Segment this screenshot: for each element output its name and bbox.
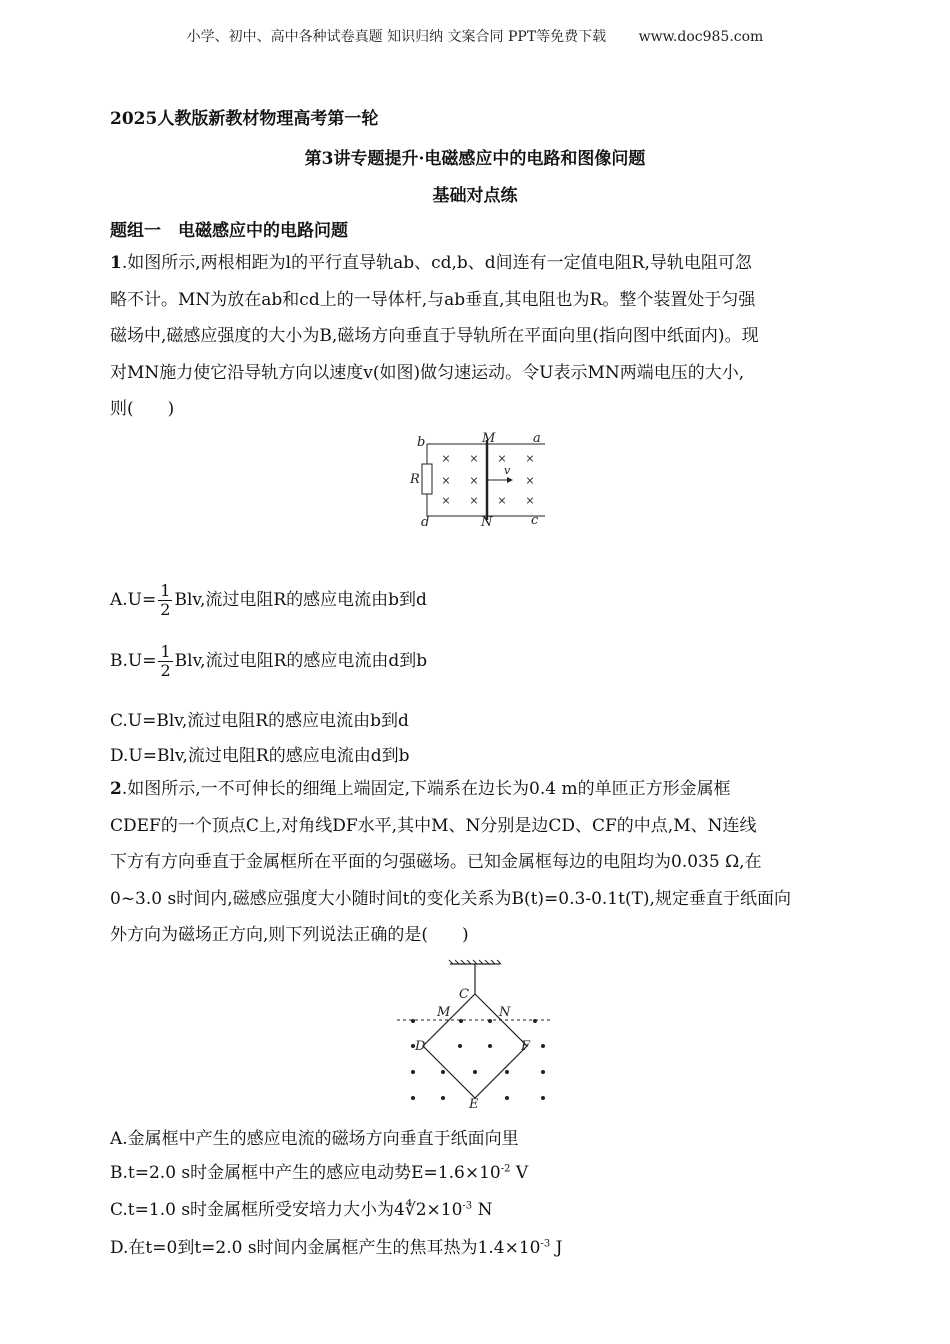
label-M: M [482, 431, 496, 446]
q1-line: 略不计。MN为放在ab和cd上的一导体杆,与ab垂直,其电阻也为R。整个装置处于匀强 [110, 289, 756, 310]
fraction: $\frac{1}{2}$ [160, 642, 171, 680]
svg-text:×: × [469, 494, 479, 507]
svg-text:×: × [525, 474, 535, 487]
q2-frame-figure [395, 958, 555, 1108]
label-a: a [533, 431, 541, 446]
question-1 [110, 245, 845, 428]
label-v: v [504, 464, 511, 477]
lecture-title: 第3讲专题提升·电磁感应中的电路和图像问题 [304, 149, 646, 169]
q1-option-b[interactable]: B.U= $\frac{1}{2}$ Blv,流过电阻R的感应电流由d到b [110, 642, 428, 680]
svg-text:×: × [441, 494, 451, 507]
q2-line: 外方向为磁场正方向,则下列说法正确的是( ) [110, 925, 469, 945]
question-2 [110, 771, 845, 954]
svg-text:×: × [441, 474, 451, 487]
q2-line: 下方有方向垂直于金属框所在平面的匀强磁场。已知金属框每边的电阻均为0.035 Ω,在 [110, 852, 762, 872]
q2-option-b[interactable]: B.t=2.0 s时金属框中产生的感应电动势$E=1.6\times 10^{-2}$ V [110, 1163, 529, 1183]
q1-line: 1.如图所示,两根相距为l的平行直导轨ab、cd,b、d间连有一定值电阻R,导轨电阻可忽 [110, 253, 752, 273]
svg-text:×: × [441, 452, 451, 465]
svg-text:×: × [497, 452, 507, 465]
q1-line: 磁场中,磁感应强度的大小为B,磁场方向垂直于导轨所在平面向里(指向图中纸面内)。现 [110, 326, 759, 346]
q2-option-a[interactable]: A.金属框中产生的感应电流的磁场方向垂直于纸面向里 [110, 1129, 519, 1149]
q2-line: CDEF的一个顶点C上,对角线DF水平,其中M、N分别是边CD、CF的中点,M、N连线 [110, 815, 757, 836]
label-D: D [415, 1039, 426, 1054]
q2-option-d[interactable]: D.在t=0到t=2.0 s时间内金属框产生的焦耳热为$1.4\times 10^{-3}$ J [110, 1238, 563, 1258]
svg-text:×: × [525, 452, 535, 465]
header-text: 小学、初中、高中各种试卷真题 知识归纳 文案合同 PPT等免费下载 [186, 29, 607, 45]
svg-text:×: × [469, 474, 479, 487]
q1-option-a[interactable]: A.U= $\frac{1}{2}$ Blv,流过电阻R的感应电流由b到d [110, 581, 427, 619]
label-d: d [421, 515, 430, 530]
q1-option-c[interactable]: C.U=Blv,流过电阻R的感应电流由b到d [110, 711, 409, 731]
series-title: 2025人教版新教材物理高考第一轮 [110, 109, 379, 129]
svg-text:×: × [469, 452, 479, 465]
label-N: N [499, 1005, 511, 1020]
label-M: M [437, 1005, 451, 1020]
q1-line: 对MN施力使它沿导轨方向以速度v(如图)做匀速运动。令U表示MN两端电压的大小, [110, 362, 745, 383]
q1-line: 则( ) [110, 399, 175, 419]
section-title: 基础对点练 [432, 186, 518, 206]
label-R: R [410, 472, 420, 487]
q1-number: 1 [110, 253, 122, 273]
group-title: 题组一 电磁感应中的电路问题 [110, 221, 348, 241]
label-C: C [459, 987, 469, 1002]
page-header [0, 26, 950, 46]
label-c: c [531, 513, 539, 528]
q1-option-d[interactable]: D.U=Blv,流过电阻R的感应电流由d到b [110, 746, 410, 766]
resistor-R [422, 464, 432, 494]
q2-line: 0~3.0 s时间内,磁感应强度大小随时间t的变化关系为B(t)=0.3-0.1t(T),规定垂直于纸面向 [110, 888, 791, 909]
q2-number: 2 [110, 779, 122, 799]
q2-option-c[interactable]: C.t=1.0 s时金属框所受安培力大小为$4∜2\times 10^{-3}$ N [110, 1200, 493, 1220]
svg-text:×: × [525, 494, 535, 507]
fourth-root: ∜2 [404, 1200, 427, 1220]
label-N: N [481, 515, 493, 530]
q2-line: 2.如图所示,一不可伸长的细绳上端固定,下端系在边长为0.4 m的单匝正方形金属框 [110, 779, 731, 799]
label-b: b [417, 435, 426, 450]
label-E: E [469, 1097, 479, 1108]
svg-text:×: × [497, 494, 507, 507]
header-url[interactable]: www.doc985.com [638, 29, 764, 45]
q1-circuit-figure [405, 430, 555, 530]
fraction: $\frac{1}{2}$ [160, 581, 171, 619]
label-F: F [521, 1039, 531, 1054]
